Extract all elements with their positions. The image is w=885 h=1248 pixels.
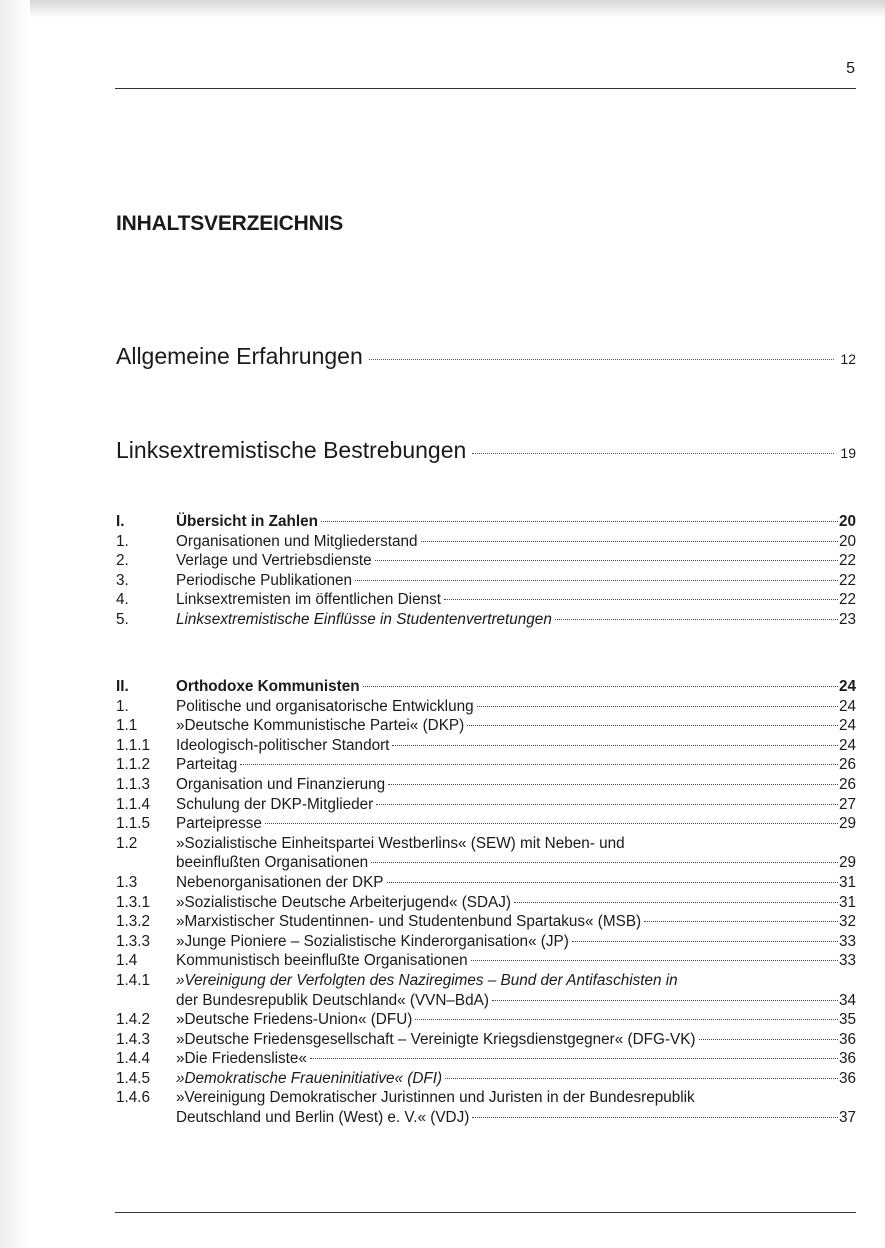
dot-leader [514,902,838,903]
toc-page: 35 [838,1011,856,1029]
toc-entry [116,991,856,1011]
dot-leader [415,1019,838,1020]
toc-number: 1.4.5 [116,1069,151,1087]
toc-page: 36 [838,1030,856,1048]
toc-title: Parteitag [176,756,238,774]
toc-number: 1.4.1 [116,971,151,989]
toc-entry [116,716,856,736]
footer-rule [115,1212,856,1213]
dot-leader [363,686,838,687]
toc-title: »Sozialistische Deutsche Arbeiterjugend« (SDAJ) [176,893,512,911]
toc-number: 1. [116,532,129,550]
toc-number: 1.2 [116,834,138,852]
part-title: Linksextremistische Bestrebungen [116,437,467,463]
toc-title: »Die Friedensliste« [176,1050,307,1068]
toc-number: 1.4.4 [116,1050,151,1068]
toc-title: Orthodoxe Kommunisten [176,678,360,695]
toc-heading-entry [116,677,856,697]
toc-page: 24 [838,736,856,754]
part-entry-allgemeine-erfahrungen [116,343,856,370]
toc-title: »Vereinigung der Verfolgten des Naziregimes – Bund der Antifaschisten in [176,971,678,989]
toc-page: 36 [838,1050,856,1068]
toc-entry [116,951,856,971]
toc-entry [116,853,856,873]
toc-title: der Bundesrepublik Deutschland« (VVN–BdA) [176,991,489,1009]
toc-number: 1.3.3 [116,932,151,950]
toc-number: 1.1.1 [116,736,151,754]
toc-page: 23 [838,610,856,628]
part-title: Allgemeine Erfahrungen [116,343,363,369]
toc-title: Übersicht in Zahlen [176,513,318,530]
dot-leader [388,784,838,785]
toc-entry [116,1108,856,1128]
toc-number: 1.1.4 [116,795,151,813]
toc-section-orthodoxe-kommunisten [116,677,856,1128]
toc-title: Schulung der DKP-Mitglieder [176,795,374,813]
toc-entry [116,1069,856,1089]
toc-title: Organisation und Finanzierung [176,775,386,793]
toc-entry [116,775,856,795]
toc-entry [116,532,856,552]
toc-entry [116,912,856,932]
toc-entry [116,932,856,952]
toc-entry [116,814,856,834]
toc-entry [116,736,856,756]
toc-title: »Marxistischer Studentinnen- und Studentenbund Spartakus« (MSB) [176,913,642,931]
toc-page: 31 [838,893,856,911]
dot-leader [477,706,838,707]
toc-page: 20 [838,532,856,550]
dot-leader [445,1078,838,1079]
scan-shadow-left [0,0,30,1248]
toc-page: 24 [838,697,856,715]
dot-leader [387,882,838,883]
toc-entry [116,1010,856,1030]
dot-leader [369,359,835,360]
toc-entry [116,697,856,717]
toc-entry [116,551,856,571]
toc-page: 24 [838,678,856,695]
toc-page: 22 [838,591,856,609]
toc-title: »Junge Pioniere – Sozialistische Kinderorganisation« (JP) [176,932,569,950]
toc-title: »Vereinigung Demokratischer Juristinnen und Juristen in der Bundesrepublik [176,1089,695,1107]
toc-number: 1.4.3 [116,1030,151,1048]
dot-leader [699,1039,838,1040]
scan-shadow-top [0,0,885,18]
dot-leader [265,823,838,824]
toc-title: »Demokratische Fraueninitiative« (DFI) [176,1069,443,1087]
dot-leader [421,541,838,542]
dot-leader [240,764,838,765]
toc-title: Periodische Publikationen [176,571,353,589]
dot-leader [376,804,838,805]
toc-number: 1.3.1 [116,893,151,911]
toc-entry [116,1030,856,1050]
toc-number: 1.1.5 [116,815,151,833]
toc-page: 29 [838,854,856,872]
toc-title: Organisationen und Mitgliederstand [176,532,418,550]
toc-title: Verlage und Vertriebsdienste [176,552,372,570]
toc-page: 31 [838,873,856,891]
toc-page: 22 [838,552,856,570]
dot-leader [321,521,838,522]
toc-title: Linksextremisten im öffentlichen Dienst [176,591,441,609]
toc-title: Deutschland und Berlin (West) e. V.« (VDJ) [176,1109,470,1127]
toc-entry [116,1049,856,1069]
dot-leader [472,1117,838,1118]
toc-page: 26 [838,775,856,793]
dot-leader [310,1058,838,1059]
part-entry-linksextremistische-bestrebungen [116,437,856,464]
toc-page: 29 [838,815,856,833]
toc-page: 22 [838,571,856,589]
toc-title: Ideologisch-politischer Standort [176,736,390,754]
dot-leader [492,1000,838,1001]
toc-page: 26 [838,756,856,774]
toc-page: 33 [838,932,856,950]
toc-number: 1.4.2 [116,1011,151,1029]
toc-entry [116,571,856,591]
dot-leader [444,599,838,600]
toc-page: 27 [838,795,856,813]
toc-title: Linksextremistische Einflüsse in Studentenvertretungen [176,610,552,628]
toc-page: 32 [838,913,856,931]
dot-leader [355,580,838,581]
toc-title: »Deutsche Friedens-Union« (DFU) [176,1011,413,1029]
toc-number: 3. [116,571,129,589]
toc-entry [116,873,856,893]
toc-entry [116,795,856,815]
dot-leader [467,725,838,726]
toc-number: 1.3 [116,873,138,891]
toc-page: 37 [838,1109,856,1127]
toc-number: 1.1.2 [116,756,151,774]
toc-title: Kommunistisch beeinflußte Organisationen [176,952,468,970]
toc-title: »Deutsche Friedensgesellschaft – Vereinigte Kriegsdienstgegner« (DFG-VK) [176,1030,696,1048]
dot-leader [472,453,834,454]
toc-page: 20 [838,513,856,530]
toc-number: I. [116,513,125,530]
dot-leader [555,619,838,620]
toc-number: 2. [116,552,129,570]
dot-leader [392,745,838,746]
toc-title: »Sozialistische Einheitspartei Westberlins« (SEW) mit Neben- und [176,834,625,852]
toc-number: 1.4.6 [116,1089,151,1107]
toc-title: »Deutsche Kommunistische Partei« (DKP) [176,717,465,735]
dot-leader [644,921,838,922]
part-page: 19 [840,445,856,461]
toc-entry [116,834,856,854]
toc-number: 5. [116,610,129,628]
part-page: 12 [840,351,856,367]
page-number: 5 [846,60,855,77]
page-title: INHALTSVERZEICHNIS [116,212,344,235]
toc-heading-entry [116,512,856,532]
toc-title: Nebenorganisationen der DKP [176,873,384,891]
dot-leader [371,862,838,863]
toc-number: 1. [116,697,129,715]
toc-section-uebersicht [116,512,856,630]
toc-title: Politische und organisatorische Entwicklung [176,697,474,715]
toc-entry [116,1088,856,1108]
toc-number: 1.4 [116,952,138,970]
toc-number: 1.1 [116,717,138,735]
toc-page: 34 [838,991,856,1009]
toc-page: 33 [838,952,856,970]
dot-leader [375,560,838,561]
toc-entry [116,610,856,630]
toc-number: II. [116,678,129,695]
toc-page: 36 [838,1069,856,1087]
toc-title: beeinflußten Organisationen [176,854,369,872]
header-rule [115,88,856,89]
toc-number: 1.3.2 [116,913,151,931]
toc-entry [116,590,856,610]
toc-number: 1.1.3 [116,775,151,793]
toc-entry [116,893,856,913]
toc-page: 24 [838,717,856,735]
toc-entry [116,971,856,991]
dot-leader [471,960,838,961]
dot-leader [572,941,838,942]
toc-title: Parteipresse [176,815,262,833]
toc-number: 4. [116,591,129,609]
toc-entry [116,755,856,775]
